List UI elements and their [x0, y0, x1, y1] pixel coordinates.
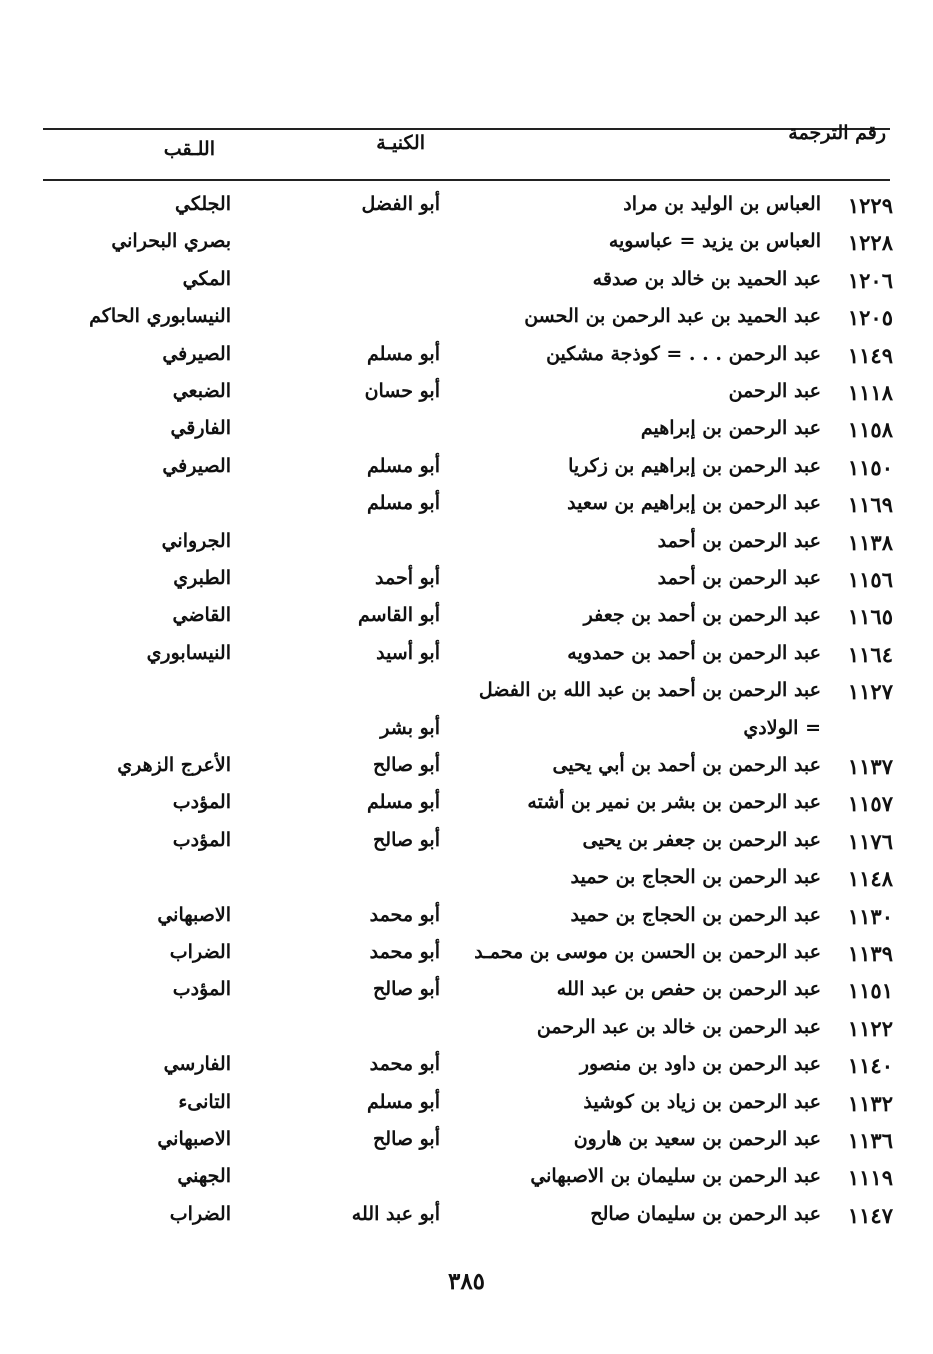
entry-number: ١١٤٧: [847, 1203, 893, 1228]
entry-kunya: أبو صالح: [373, 1128, 440, 1150]
table-row: [0, 1128, 933, 1164]
entry-kunya: أبو مسلم: [366, 455, 440, 477]
header-number: رقم الترجمة: [788, 122, 886, 144]
entry-number: ١١٥٦: [847, 567, 893, 592]
table-row: [0, 268, 933, 304]
entry-number: ١١٢٢: [847, 1016, 893, 1041]
table-row: [0, 604, 933, 640]
entry-name: عبد الرحمن بن إبراهيم بن زكريا: [568, 455, 821, 477]
header-laqab: اللـقب: [163, 138, 215, 160]
entry-kunya: أبو مسلم: [366, 343, 440, 365]
entry-kunya: أبو صالح: [373, 978, 440, 1000]
entry-number: ١١٣٩: [847, 941, 893, 966]
entry-name: عبد الحميد بن عبد الرحمن بن الحسن: [524, 305, 821, 327]
entry-number: ١١٥٠: [847, 455, 893, 480]
entry-laqab: الاصبهاني: [157, 1128, 231, 1150]
table-row: [0, 791, 933, 827]
entry-name: عبد الرحمن بن خالد بن عبد الرحمن: [536, 1016, 821, 1038]
entry-laqab: الفارسي: [163, 1053, 231, 1075]
entry-laqab: النيسابوري الحاكم: [89, 305, 231, 327]
table-row: [0, 492, 933, 528]
entry-laqab: الجرواني: [161, 530, 231, 552]
table-row: [0, 380, 933, 416]
entry-name: عبد الرحمن بن أحمد: [657, 530, 821, 552]
entry-laqab: الصيرفي: [162, 343, 231, 365]
entry-laqab: التانىء: [178, 1091, 231, 1113]
top-rule: [43, 128, 890, 130]
entry-number: ١١٦٥: [847, 604, 893, 629]
entry-number: ١١٣٨: [847, 530, 893, 555]
entry-number: ١١٧٦: [847, 829, 893, 854]
entry-number: ١١٤٠: [847, 1053, 893, 1078]
entry-number: ١١٥٧: [847, 791, 893, 816]
entry-name: عبد الحميد بن خالد بن صدقه: [592, 268, 821, 290]
entry-number: ١١٥١: [847, 978, 893, 1003]
entry-kunya: أبو عبد الله: [351, 1203, 440, 1225]
table-row: [0, 417, 933, 453]
table-row: [0, 567, 933, 603]
table-row: [0, 343, 933, 379]
entry-number: ١١٣٦: [847, 1128, 893, 1153]
table-row: [0, 679, 933, 715]
entry-name: عبد الرحمن: [728, 380, 821, 402]
entry-kunya: أبو أسيد: [376, 642, 440, 664]
entry-kunya: أبو صالح: [373, 829, 440, 851]
table-row: [0, 1053, 933, 1089]
table-row: [0, 978, 933, 1014]
entry-laqab: المؤدب: [172, 978, 231, 1000]
entry-name: عبد الرحمن بن بشر بن نمير بن أشته: [527, 791, 821, 813]
entry-laqab: الضراب: [169, 941, 231, 963]
entry-name: عبد الرحمن بن إبراهيم بن سعيد: [567, 492, 821, 514]
table-row: [0, 1203, 933, 1239]
table-row: [0, 941, 933, 977]
entry-laqab: الفارقي: [170, 417, 231, 439]
entry-name: عبد الرحمن بن جعفر بن يحيى: [582, 829, 821, 851]
entry-laqab: الطبري: [173, 567, 231, 589]
entry-kunya: أبو مسلم: [366, 1091, 440, 1113]
entry-name: عبد الرحمن بن أحمد بن عبد الله بن الفضل: [478, 679, 821, 701]
entry-name: عبد الرحمن بن الحجاج بن حميد: [570, 866, 821, 888]
entry-kunya: أبو محمد: [369, 1053, 440, 1075]
entry-number: ١١٤٨: [847, 866, 893, 891]
table-row: [0, 1165, 933, 1201]
entry-kunya: أبو صالح: [373, 754, 440, 776]
entry-number: ١١٣٢: [847, 1091, 893, 1116]
entry-number: ١١٤٩: [847, 343, 893, 368]
table-row: [0, 455, 933, 491]
table-row: [0, 193, 933, 229]
entry-laqab: الضراب: [169, 1203, 231, 1225]
entry-kunya: أبو محمد: [369, 941, 440, 963]
entry-laqab: بصري البحراني: [111, 230, 231, 252]
table-row: [0, 754, 933, 790]
entry-name: عبد الرحمن بن زياد بن كوشيذ: [583, 1091, 821, 1113]
table-row: [0, 642, 933, 678]
table-row: [0, 866, 933, 902]
table-row: [0, 230, 933, 266]
entry-name: عبد الرحمن بن أحمد بن أبي يحيى: [552, 754, 821, 776]
entry-name: عبد الرحمن بن أحمد بن حمدويه: [567, 642, 821, 664]
entry-name: عبد الرحمن بن إبراهيم: [640, 417, 821, 439]
entry-number: ١٢٢٨: [847, 230, 893, 255]
entry-number: ١١١٩: [847, 1165, 893, 1190]
entry-laqab: النيسابوري: [146, 642, 231, 664]
entry-name: عبد الرحمن بن سليمان بن الاصبهاني: [530, 1165, 821, 1187]
entry-name: عبد الرحمن بن الحجاج بن حميد: [570, 904, 821, 926]
entry-name: = الولادي: [743, 717, 821, 739]
entry-kunya: أبو أحمد: [375, 567, 440, 589]
entry-number: ١١٣٧: [847, 754, 893, 779]
entry-number: ١١١٨: [847, 380, 893, 405]
entry-kunya: أبو حسان: [364, 380, 440, 402]
table-row: [0, 305, 933, 341]
entry-kunya: أبو مسلم: [366, 492, 440, 514]
entry-kunya: أبو بشر: [380, 717, 440, 739]
entry-kunya: أبو القاسم: [357, 604, 440, 626]
entry-number: ١٢٠٦: [847, 268, 893, 293]
entry-laqab: المؤدب: [172, 829, 231, 851]
entry-number: ١١٣٠: [847, 904, 893, 929]
entry-number: ١١٦٩: [847, 492, 893, 517]
entry-name: العباس بن يزيد = عباسويه: [608, 230, 821, 252]
entry-name: عبد الرحمن بن داود بن منصور: [579, 1053, 821, 1075]
entry-name: عبد الرحمن بن سليمان صالح: [590, 1203, 821, 1225]
entry-number: ١١٦٤: [847, 642, 893, 667]
entry-name: العباس بن الوليد بن مراد: [623, 193, 821, 215]
entry-number: ١٢٠٥: [847, 305, 893, 330]
entry-name: عبد الرحمن بن حفص بن عبد الله: [556, 978, 821, 1000]
table-row: [0, 530, 933, 566]
table-row: [0, 1016, 933, 1052]
entry-number: ١٢٢٩: [847, 193, 893, 218]
entry-laqab: المؤدب: [172, 791, 231, 813]
entry-laqab: الضبعي: [172, 380, 231, 402]
entry-kunya: أبو محمد: [369, 904, 440, 926]
table-row: [0, 904, 933, 940]
header-kunya: الكنيـة: [376, 132, 425, 154]
entry-number: ١١٢٧: [847, 679, 893, 704]
entry-laqab: المكي: [182, 268, 231, 290]
entry-kunya: أبو الفضل: [361, 193, 440, 215]
entry-laqab: الاصبهاني: [157, 904, 231, 926]
entry-laqab: الجهني: [177, 1165, 231, 1187]
table-row: [0, 1091, 933, 1127]
entry-laqab: الصيرفي: [162, 455, 231, 477]
page-number: ٣٨٥: [447, 1268, 486, 1295]
entry-number: ١١٥٨: [847, 417, 893, 442]
entry-kunya: أبو مسلم: [366, 791, 440, 813]
entry-name: عبد الرحمن بن الحسن بن موسى بن محمـد: [474, 941, 821, 963]
entry-laqab: الأعرج الزهري: [117, 754, 231, 776]
entry-name: عبد الرحمن بن أحمد بن جعفر: [583, 604, 821, 626]
header-rule: [43, 179, 890, 181]
entry-name: عبد الرحمن بن أحمد: [657, 567, 821, 589]
entry-name: عبد الرحمن بن سعيد بن هارون: [573, 1128, 821, 1150]
table-row: [0, 829, 933, 865]
table-row: [0, 717, 933, 753]
entry-laqab: الجلكي: [175, 193, 231, 215]
entry-laqab: القاضي: [172, 604, 231, 626]
entry-name: عبد الرحمن . . . = كوذجة مشكين: [546, 343, 821, 365]
